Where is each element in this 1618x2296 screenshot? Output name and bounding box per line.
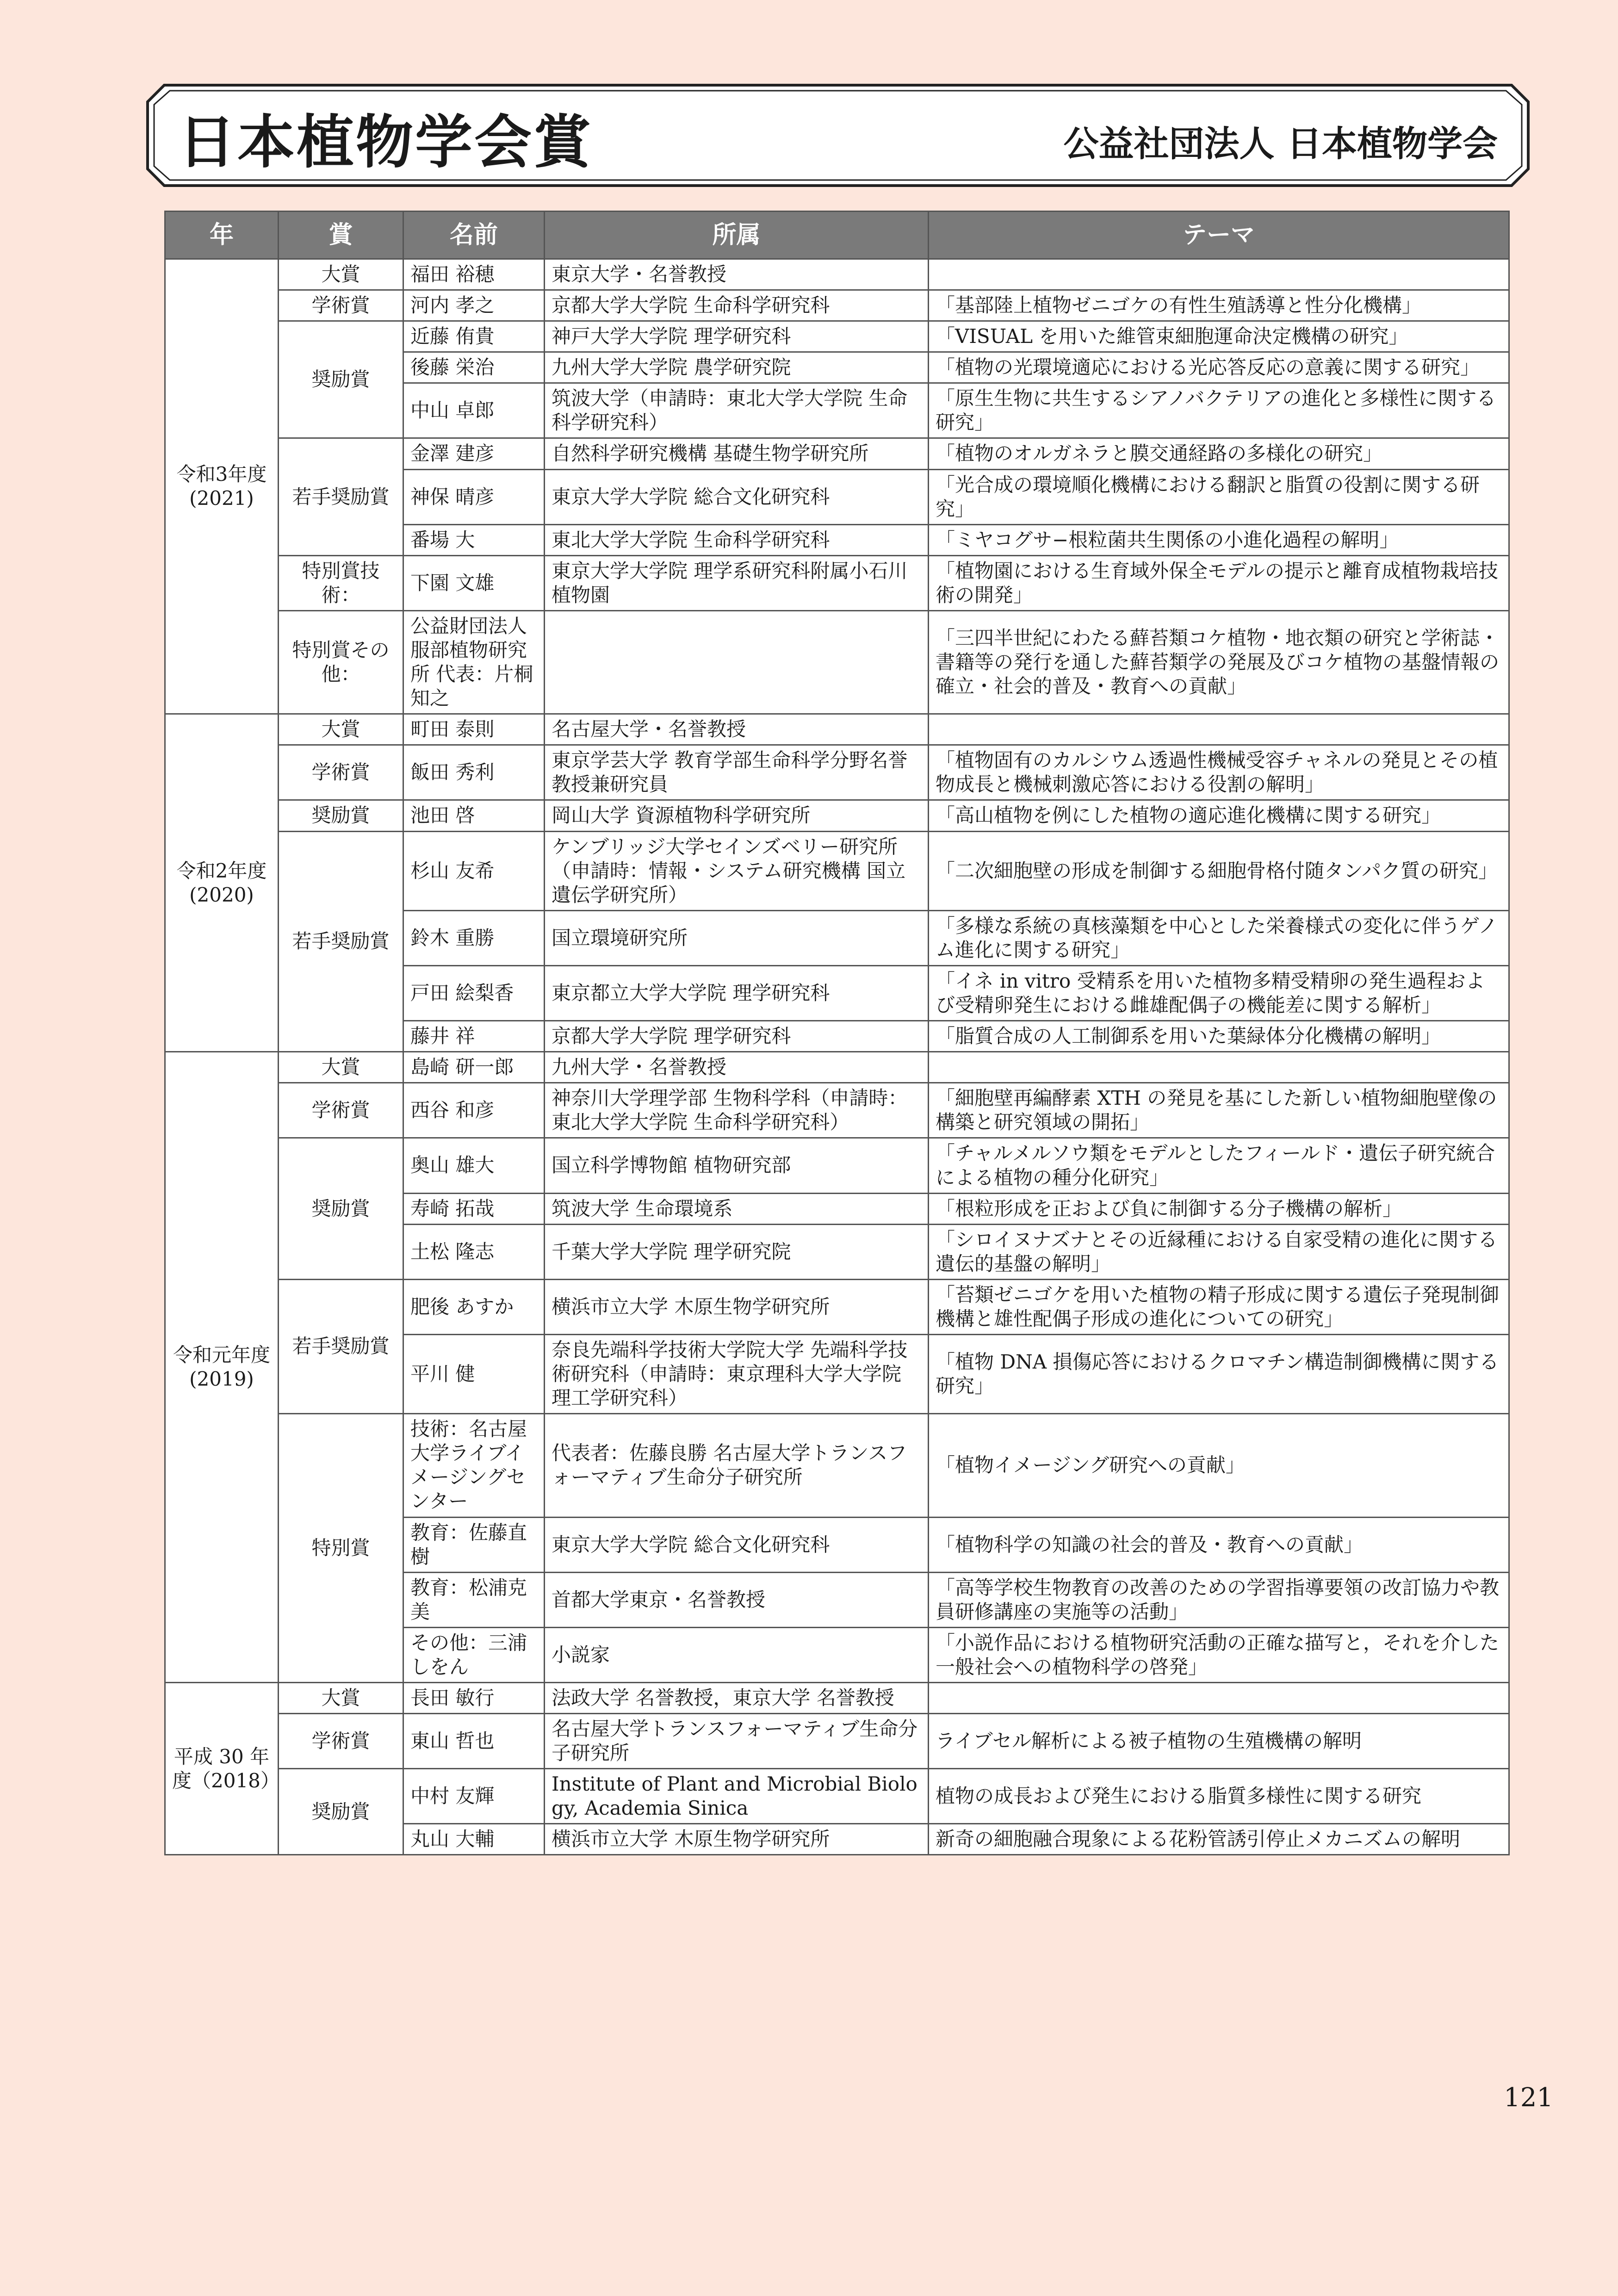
name-cell: 番場 大 [403,524,545,555]
affiliation-cell: 横浜市立大学 木原生物学研究所 [545,1824,929,1855]
column-header-name: 名前 [403,212,545,259]
affiliation-cell: 岡山大学 資源植物科学研究所 [545,800,929,831]
theme-cell: 「植物の光環境適応における光応答反応の意義に関する研究」 [929,352,1509,383]
name-cell: 公益財団法人服部植物研究所 代表：片桐 知之 [403,610,545,714]
theme-cell: 「根粒形成を正および負に制御する分子機構の解析」 [929,1193,1509,1224]
table-row [165,1083,1509,1138]
page-title: 日本植物学会賞 [178,109,593,176]
name-cell: 肥後 あすか [403,1279,545,1334]
name-cell: 金澤 建彦 [403,438,545,469]
affiliation-cell: 小説家 [545,1627,929,1682]
table-row [165,290,1509,321]
theme-cell: 「植物固有のカルシウム透過性機械受容チャネルの発見とその植物成長と機械刺激応答における役割の解明」 [929,745,1509,800]
affiliation-cell: 自然科学研究機構 基礎生物学研究所 [545,438,929,469]
theme-cell: 「高山植物を例にした植物の適応進化機構に関する研究」 [929,800,1509,831]
table-row [165,1052,1509,1083]
name-cell: 土松 隆志 [403,1224,545,1279]
table-header-row [165,212,1509,259]
affiliation-cell: 千葉大学大学院 理学研究院 [545,1224,929,1279]
affiliation-cell: 東京都立大学大学院 理学研究科 [545,965,929,1020]
year-cell: 令和3年度 (2021) [165,259,279,714]
theme-cell: 「多様な系統の真核藻類を中心とした栄養様式の変化に伴うゲノム進化に関する研究」 [929,910,1509,965]
award-cell: 若手奨励賞 [279,438,403,555]
affiliation-cell: 東京学芸大学 教育学部生命科学分野名誉教授兼研究員 [545,745,929,800]
theme-cell: ライブセル解析による被子植物の生殖機構の解明 [929,1714,1509,1769]
award-cell: 大賞 [279,714,403,745]
award-cell: 学術賞 [279,745,403,800]
name-cell: 藤井 祥 [403,1021,545,1052]
theme-cell: 「三四半世紀にわたる蘚苔類コケ植物・地衣類の研究と学術誌・書籍等の発行を通した蘚苔類学の発展及びコケ植物の基盤情報の確立・社会的普及・教育への貢献」 [929,610,1509,714]
theme-cell: 「原生生物に共生するシアノバクテリアの進化と多様性に関する研究」 [929,383,1509,438]
name-cell: 技術：名古屋大学ライブイメージングセンター [403,1414,545,1517]
name-cell: 中村 友輝 [403,1769,545,1824]
name-cell: 島崎 研一郎 [403,1052,545,1083]
award-cell: 若手奨励賞 [279,831,403,1052]
name-cell: 平川 健 [403,1334,545,1413]
table-row [165,321,1509,352]
table-row [165,1714,1509,1769]
page-number: 121 [1504,2083,1553,2113]
award-cell: 特別賞 [279,1414,403,1683]
year-cell: 平成 30 年度（2018） [165,1682,279,1854]
affiliation-cell: 神奈川大学理学部 生物科学科（申請時：東北大学大学院 生命科学研究科） [545,1083,929,1138]
affiliation-cell: 東京大学大学院 理学系研究科附属小石川植物園 [545,555,929,610]
affiliation-cell: Institute of Plant and Microbial Biology, Academia Sinica [545,1769,929,1824]
theme-cell: 植物の成長および発生における脂質多様性に関する研究 [929,1769,1509,1824]
theme-cell: 「基部陸上植物ゼニゴケの有性生殖誘導と性分化機構」 [929,290,1509,321]
table-row [165,1279,1509,1334]
affiliation-cell: 筑波大学（申請時：東北大学大学院 生命科学研究科） [545,383,929,438]
name-cell: 下園 文雄 [403,555,545,610]
name-cell: 町田 泰則 [403,714,545,745]
theme-cell: 「植物イメージング研究への貢献」 [929,1414,1509,1517]
name-cell: 教育：松浦克美 [403,1572,545,1627]
theme-cell: 「イネ in vitro 受精系を用いた植物多精受精卵の発生過程および受精卵発生における雌雄配偶子の機能差に関する解析」 [929,965,1509,1020]
theme-cell [929,714,1509,745]
award-cell: 奨励賞 [279,1138,403,1279]
theme-cell [929,1682,1509,1713]
affiliation-cell: 東北大学大学院 生命科学研究科 [545,524,929,555]
theme-cell: 「チャルメルソウ類をモデルとしたフィールド・遺伝子研究統合による植物の種分化研究」 [929,1138,1509,1193]
theme-cell: 新奇の細胞融合現象による花粉管誘引停止メカニズムの解明 [929,1824,1509,1855]
name-cell: 奥山 雄大 [403,1138,545,1193]
table-row [165,745,1509,800]
name-cell: 戸田 絵梨香 [403,965,545,1020]
award-cell: 奨励賞 [279,321,403,438]
awards-table-body [165,259,1509,1855]
theme-cell [929,1052,1509,1083]
awards-table [164,211,1510,1855]
table-row [165,555,1509,610]
affiliation-cell: 京都大学大学院 理学研究科 [545,1021,929,1052]
theme-cell: 「植物園における生育域外保全モデルの提示と離育成植物栽培技術の開発」 [929,555,1509,610]
theme-cell: 「細胞壁再編酵素 XTH の発見を基にした新しい植物細胞壁像の構築と研究領域の開拓」 [929,1083,1509,1138]
affiliation-cell: 京都大学大学院 生命科学研究科 [545,290,929,321]
theme-cell: 「光合成の環境順化機構における翻訳と脂質の役割に関する研究」 [929,469,1509,524]
theme-cell [929,259,1509,290]
name-cell: 飯田 秀利 [403,745,545,800]
organization-name: 公益社団法人 日本植物学会 [1063,123,1498,164]
year-cell: 令和元年度 (2019) [165,1052,279,1683]
affiliation-cell: 国立環境研究所 [545,910,929,965]
affiliation-cell: 首都大学東京・名誉教授 [545,1572,929,1627]
name-cell: 中山 卓郎 [403,383,545,438]
affiliation-cell: 筑波大学 生命環境系 [545,1193,929,1224]
name-cell: 神保 晴彦 [403,469,545,524]
theme-cell: 「シロイヌナズナとその近縁種における自家受精の進化に関する遺伝的基盤の解明」 [929,1224,1509,1279]
affiliation-cell: 法政大学 名誉教授，東京大学 名誉教授 [545,1682,929,1713]
theme-cell: 「二次細胞壁の形成を制御する細胞骨格付随タンパク質の研究」 [929,831,1509,910]
column-header-affiliation: 所属 [545,212,929,259]
affiliation-cell: 東京大学大学院 総合文化研究科 [545,1517,929,1572]
table-row [165,1414,1509,1517]
award-cell: 特別賞その他： [279,610,403,714]
affiliation-cell: 横浜市立大学 木原生物学研究所 [545,1279,929,1334]
award-cell: 奨励賞 [279,800,403,831]
theme-cell: 「植物のオルガネラと膜交通経路の多様化の研究」 [929,438,1509,469]
theme-cell: 「VISUAL を用いた維管束細胞運命決定機構の研究」 [929,321,1509,352]
theme-cell: 「小説作品における植物研究活動の正確な描写と，それを介した一般社会への植物科学の啓発」 [929,1627,1509,1682]
affiliation-cell: 東京大学・名誉教授 [545,259,929,290]
table-row [165,438,1509,469]
name-cell: 福田 裕穂 [403,259,545,290]
name-cell: 長田 敏行 [403,1682,545,1713]
name-cell: 杉山 友希 [403,831,545,910]
name-cell: 寿崎 拓哉 [403,1193,545,1224]
award-cell: 大賞 [279,259,403,290]
affiliation-cell: ケンブリッジ大学セインズベリー研究所（申請時：情報・システム研究機構 国立遺伝学研究所） [545,831,929,910]
affiliation-cell: 奈良先端科学技術大学院大学 先端科学技術研究科（申請時：東京理科大学大学院 理工学研究科） [545,1334,929,1413]
name-cell: 池田 啓 [403,800,545,831]
affiliation-cell: 名古屋大学トランスフォーマティブ生命分子研究所 [545,1714,929,1769]
column-header-year: 年 [165,212,279,259]
name-cell: 河内 孝之 [403,290,545,321]
award-cell: 学術賞 [279,1714,403,1769]
table-row [165,259,1509,290]
award-cell: 特別賞技術： [279,555,403,610]
name-cell: 後藤 栄治 [403,352,545,383]
theme-cell: 「脂質合成の人工制御系を用いた葉緑体分化機構の解明」 [929,1021,1509,1052]
theme-cell: 「苔類ゼニゴケを用いた植物の精子形成に関する遺伝子発現制御機構と雄性配偶子形成の進化についての研究」 [929,1279,1509,1334]
affiliation-cell: 九州大学・名誉教授 [545,1052,929,1083]
award-cell: 大賞 [279,1682,403,1713]
award-cell: 奨励賞 [279,1769,403,1855]
name-cell: 丸山 大輔 [403,1824,545,1855]
award-cell: 若手奨励賞 [279,1279,403,1413]
name-cell: 西谷 和彦 [403,1083,545,1138]
name-cell: 鈴木 重勝 [403,910,545,965]
table-row [165,1138,1509,1193]
affiliation-cell: 神戸大学大学院 理学研究科 [545,321,929,352]
award-cell: 学術賞 [279,1083,403,1138]
table-row [165,1769,1509,1824]
affiliation-cell: 九州大学大学院 農学研究院 [545,352,929,383]
affiliation-cell [545,610,929,714]
theme-cell: 「高等学校生物教育の改善のための学習指導要領の改訂協力や教員研修講座の実施等の活動」 [929,1572,1509,1627]
name-cell: 近藤 侑貴 [403,321,545,352]
table-row [165,1682,1509,1713]
award-cell: 大賞 [279,1052,403,1083]
theme-cell: 「植物 DNA 損傷応答におけるクロマチン構造制御機構に関する研究」 [929,1334,1509,1413]
table-row [165,714,1509,745]
name-cell: 教育：佐藤直樹 [403,1517,545,1572]
affiliation-cell: 名古屋大学・名誉教授 [545,714,929,745]
column-header-award: 賞 [279,212,403,259]
table-row [165,831,1509,910]
affiliation-cell: 東京大学大学院 総合文化研究科 [545,469,929,524]
column-header-theme: テーマ [929,212,1509,259]
affiliation-cell: 代表者：佐藤良勝 名古屋大学トランスフォーマティブ生命分子研究所 [545,1414,929,1517]
table-row [165,800,1509,831]
theme-cell: 「植物科学の知識の社会的普及・教育への貢献」 [929,1517,1509,1572]
theme-cell: 「ミヤコグサ−根粒菌共生関係の小進化過程の解明」 [929,524,1509,555]
year-cell: 令和2年度 (2020) [165,714,279,1052]
affiliation-cell: 国立科学博物館 植物研究部 [545,1138,929,1193]
page-header [146,83,1530,187]
name-cell: その他：三浦しをん [403,1627,545,1682]
award-cell: 学術賞 [279,290,403,321]
name-cell: 東山 哲也 [403,1714,545,1769]
table-row [165,610,1509,714]
